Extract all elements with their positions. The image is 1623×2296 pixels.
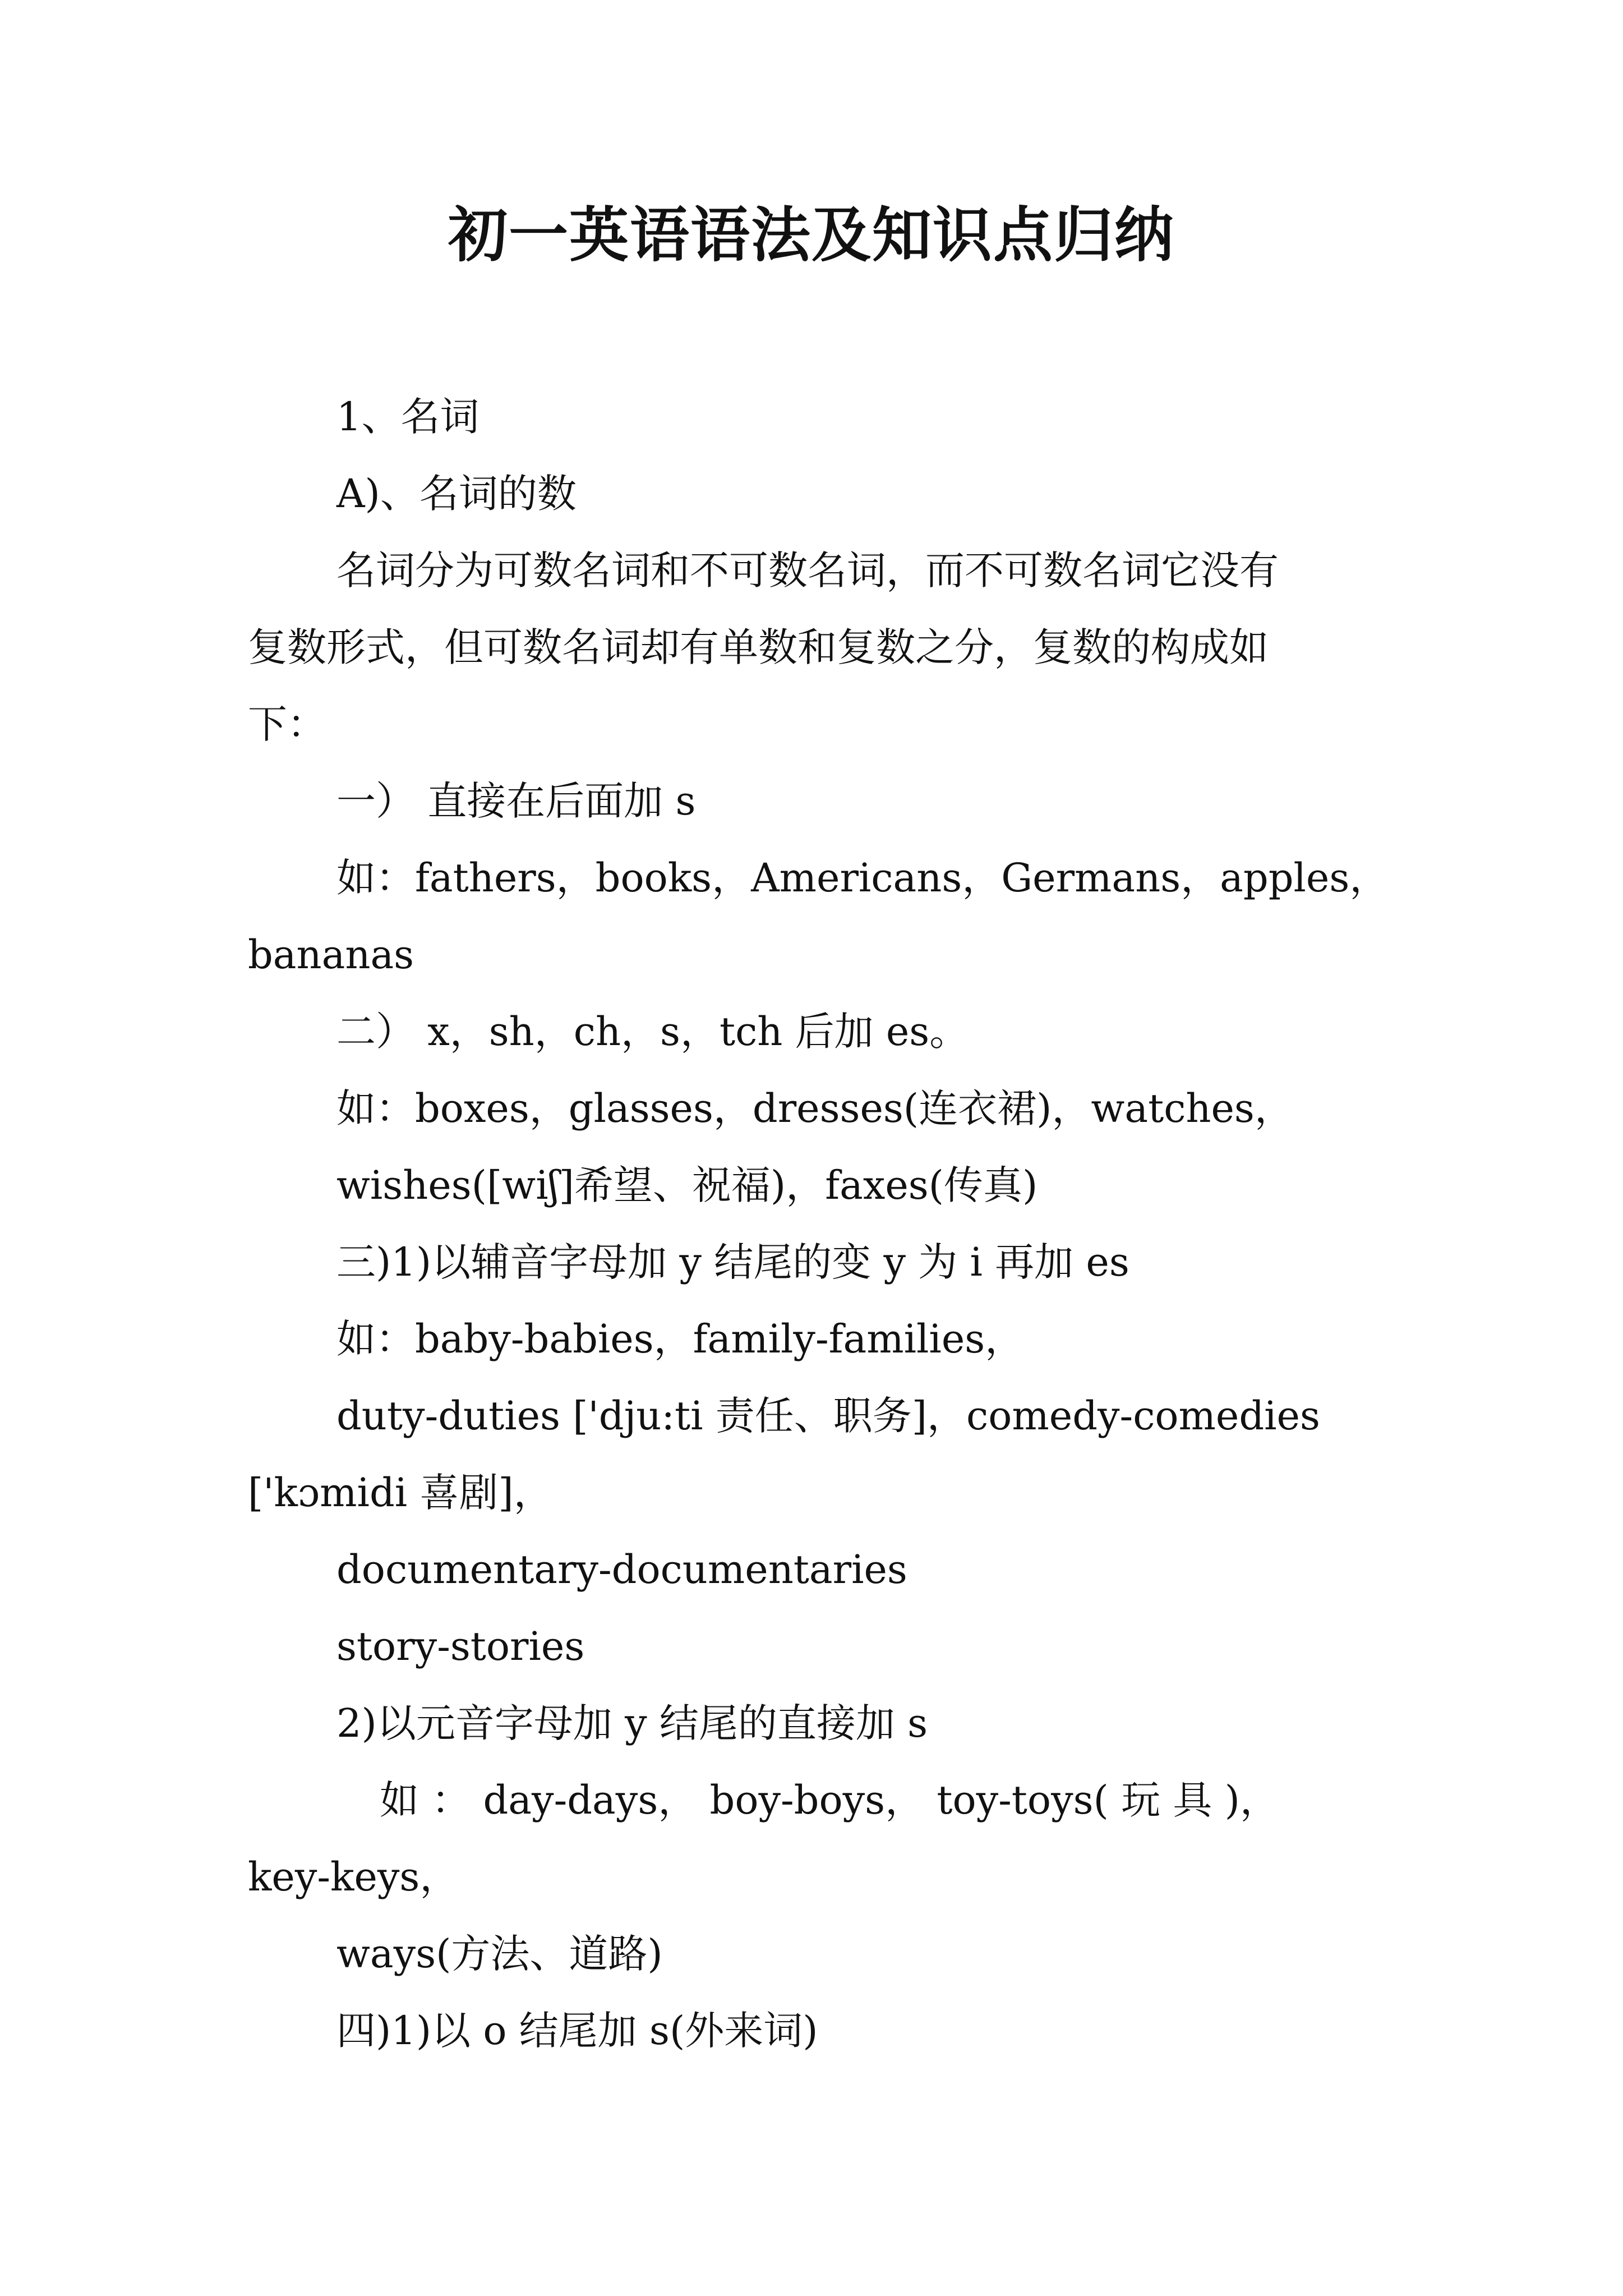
example-line: ways(方法、道路) [336,1931,663,1977]
example-line: 如 ： day-days， boy-boys， toy-toys( 玩 具 )， [380,1777,1279,1823]
rule-heading: 2)以元音字母加 y 结尾的直接加 s [336,1700,928,1746]
example-line: 如：boxes，glasses，dresses(连衣裙)，watches， [336,1085,1294,1131]
rule-heading: 三)1)以辅音字母加 y 结尾的变 y 为 i 再加 es [336,1239,1129,1285]
rule-heading: 四)1)以 o 结尾加 s(外来词) [336,2008,818,2054]
document-body [248,379,1389,2069]
example-line: wishes([wiʃ]希望、祝福)，faxes(传真) [336,1162,1038,1208]
rule-heading: 二） x，sh，ch，s，tch 后加 es。 [336,1009,969,1055]
example-line: 如：baby-babies，family-families， [336,1316,1025,1362]
example-line: key-keys， [248,1854,459,1900]
document-title: 初一英语语法及知识点归纳 [448,201,1175,270]
paragraph-line: 复数形式，但可数名词却有单数和复数之分，复数的构成如 [248,624,1269,670]
rule-heading: 一） 直接在后面加 s [336,778,696,824]
example-line: story-stories [336,1623,585,1669]
example-line: duty-duties ['dju:ti 责任、职务]，comedy-comedies [336,1393,1320,1439]
paragraph-line: 下： [248,701,326,747]
example-line: documentary-documentaries [336,1547,907,1593]
example-line: ['kɔmidi 喜剧]， [248,1470,553,1516]
example-line: 如：fathers，books，Americans，Germans，apples， [336,855,1389,901]
paragraph-line: 名词分为可数名词和不可数名词，而不可数名词它没有 [336,547,1279,593]
subsection-heading: A)、名词的数 [336,471,577,517]
example-line: bananas [248,932,414,978]
section-heading: 1、名词 [336,394,479,440]
